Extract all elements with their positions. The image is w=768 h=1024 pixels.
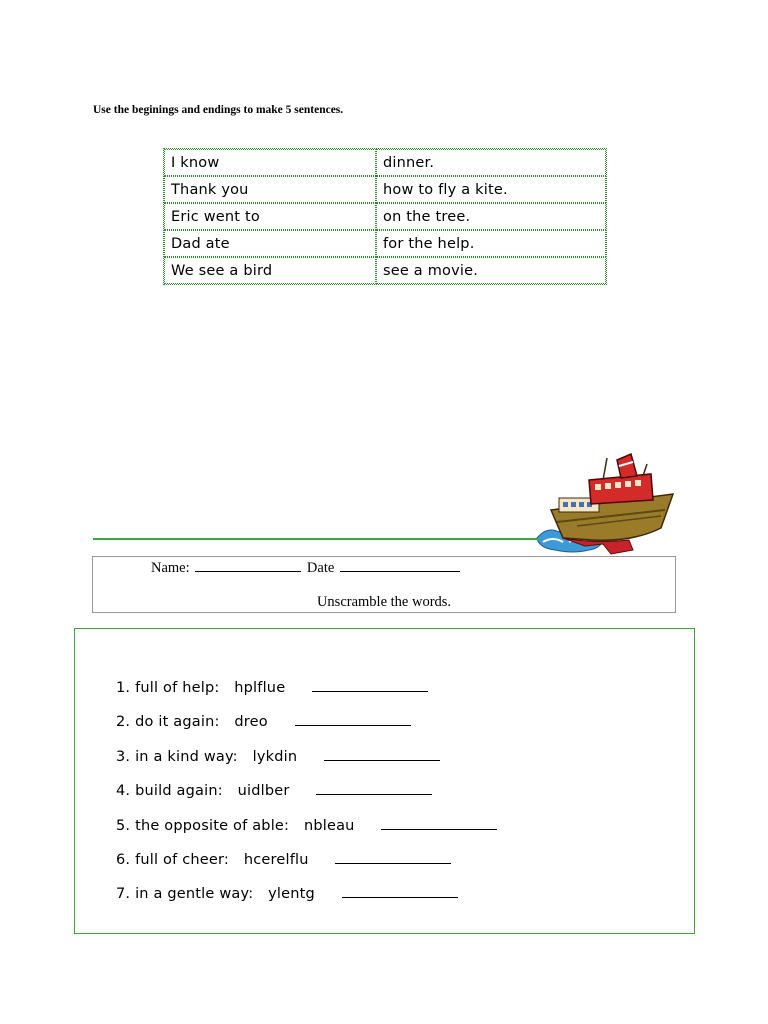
answer-blank: [295, 713, 411, 726]
item-number: 4.: [116, 783, 131, 800]
item-scrambled: ylentg: [268, 886, 315, 903]
item-scrambled: uidlber: [237, 783, 290, 800]
table-row: [164, 176, 606, 203]
answer-blank: [381, 817, 497, 830]
item-number: 3.: [116, 748, 131, 765]
list-item: [116, 748, 497, 782]
unscramble-title: Unscramble the words.: [316, 594, 452, 610]
match-table: [163, 148, 607, 285]
beginning-cell: I know: [164, 149, 376, 176]
item-clue: do it again:: [135, 714, 220, 731]
divider-line: [93, 538, 538, 540]
answer-blank: [335, 851, 451, 864]
instruction-text: Use the beginings and endings to make 5 sentences.: [93, 104, 344, 116]
answer-blank: [324, 748, 440, 761]
name-date-line: [151, 558, 462, 577]
list-item: [116, 782, 497, 816]
answer-blank: [342, 885, 458, 898]
list-item: [116, 817, 497, 851]
ending-cell: dinner.: [376, 149, 606, 176]
beginning-cell: Dad ate: [164, 230, 376, 257]
item-scrambled: hplflue: [234, 680, 286, 696]
list-item: [116, 713, 497, 747]
list-item: [116, 679, 497, 713]
ending-cell: see a movie.: [376, 257, 606, 284]
word-list: [116, 679, 497, 920]
beginning-cell: Eric went to: [164, 203, 376, 230]
item-clue: the opposite of able:: [135, 817, 290, 834]
ending-cell: how to fly a kite.: [376, 176, 606, 203]
table-row: [164, 230, 606, 257]
word-box: [74, 628, 695, 934]
item-scrambled: lykdin: [252, 748, 298, 765]
item-clue: full of help:: [135, 680, 220, 696]
ending-cell: on the tree.: [376, 203, 606, 230]
item-clue: in a kind way:: [135, 748, 238, 765]
item-scrambled: hcerelflu: [243, 851, 309, 868]
beginning-cell: Thank you: [164, 176, 376, 203]
table-row: [164, 257, 606, 284]
item-clue: in a gentle way:: [135, 886, 254, 903]
item-clue: full of cheer:: [135, 851, 230, 868]
name-label: Name:: [151, 560, 190, 576]
beginning-cell: We see a bird: [164, 257, 376, 284]
answer-blank: [312, 679, 428, 692]
name-blank: [195, 558, 301, 572]
item-number: 1.: [116, 680, 131, 696]
table-row: [164, 203, 606, 230]
item-scrambled: nbleau: [303, 817, 355, 834]
date-blank: [340, 558, 460, 572]
list-item: [116, 885, 497, 919]
ship-illustration: [533, 450, 679, 560]
date-label: Date: [306, 560, 335, 576]
list-item: [116, 851, 497, 885]
item-number: 6.: [116, 851, 131, 868]
item-clue: build again:: [135, 783, 223, 800]
item-scrambled: dreo: [234, 714, 268, 731]
table-row: [164, 149, 606, 176]
item-number: 7.: [116, 886, 131, 903]
ending-cell: for the help.: [376, 230, 606, 257]
item-number: 2.: [116, 714, 131, 731]
item-number: 5.: [116, 817, 131, 834]
answer-blank: [316, 782, 432, 795]
name-date-box: [92, 556, 676, 613]
